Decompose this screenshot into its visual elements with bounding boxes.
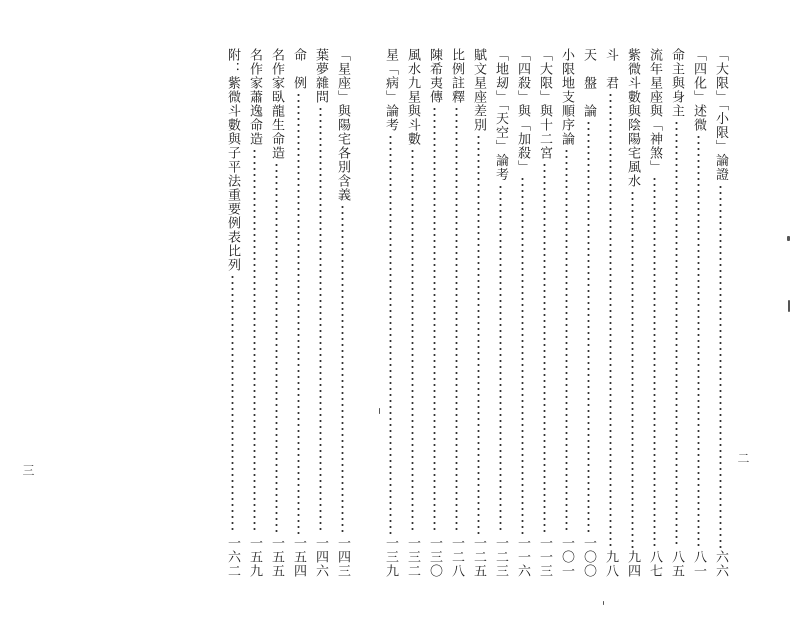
toc-entry-title: 「四殺」與「加殺」 [515, 48, 530, 174]
toc-entry [265, 48, 287, 578]
toc-entry-page: 一三九 [383, 536, 398, 578]
dot-leader [411, 148, 414, 534]
toc-entry-title: 附：紫微斗數與子平法重要例表比列 [225, 48, 240, 272]
dot-leader [477, 134, 480, 534]
toc-entry-page: 一六二 [225, 536, 240, 578]
dot-leader [587, 120, 590, 534]
toc-entry [445, 48, 467, 578]
dot-leader [455, 106, 458, 534]
toc-entry [379, 48, 401, 578]
toc-entry [309, 48, 331, 578]
toc-entry-page: 八一 [691, 550, 706, 578]
toc-entry-title: 陳希夷傳 [427, 48, 442, 104]
toc-entry-page: 一〇〇 [581, 536, 596, 578]
toc-entry-title: 小限地支順序論 [559, 48, 574, 146]
dot-leader [697, 134, 700, 548]
toc-entry-page: 一一三 [537, 536, 552, 578]
dot-leader [341, 204, 344, 534]
dot-leader [565, 148, 568, 534]
dot-leader [297, 92, 300, 534]
dot-leader [275, 162, 278, 534]
toc-entry [467, 48, 489, 578]
toc-entry [709, 48, 731, 578]
toc-entry-page: 六六 [713, 550, 728, 578]
toc-entry [599, 48, 621, 578]
toc-entry-title: 命 例 [291, 48, 306, 90]
toc-entry-page: 一三二 [405, 536, 420, 578]
dot-leader [253, 148, 256, 534]
dot-leader [543, 162, 546, 534]
toc-entry-title: 名作家蕭逸命造 [247, 48, 262, 146]
toc-entry [243, 48, 265, 578]
scan-speck [603, 601, 604, 605]
toc-entry [489, 48, 511, 578]
toc-entry-page: 一五五 [269, 536, 284, 578]
toc-entry-title: 比例註釋 [449, 48, 464, 104]
toc-entry-page: 一二三 [493, 536, 508, 578]
toc-entry-title: 名作家臥龍生命造 [269, 48, 284, 160]
toc-entry-title: 葉夢雜問 [313, 48, 328, 104]
toc-entry-title: 紫微斗數與陰陽宅風水 [625, 48, 640, 188]
toc-entry-page: 一四六 [313, 536, 328, 578]
dot-leader [609, 92, 612, 548]
dot-leader [719, 184, 722, 549]
toc-entry-page: 九四 [625, 550, 640, 578]
dot-leader [675, 120, 678, 548]
scan-speck [379, 408, 380, 414]
toc-entry [621, 48, 643, 578]
dot-leader [231, 274, 234, 534]
toc-entry-page: 八七 [647, 550, 662, 578]
toc-entry-page: 八五 [669, 550, 684, 578]
toc-entry-page: 一五四 [291, 536, 306, 578]
toc-entry-page: 一三〇 [427, 536, 442, 578]
toc-entry [401, 48, 423, 578]
toc-entry-page: 一一六 [515, 536, 530, 578]
toc-entry [577, 48, 599, 578]
toc-entry [287, 48, 309, 578]
toc-entry-title: 「大限」「小限」論證 [713, 48, 728, 182]
toc-entry [423, 48, 445, 578]
toc-entry-title: 「大限」與十二宮 [537, 48, 552, 160]
toc-entry-page: 一四三 [335, 536, 350, 578]
dot-leader [389, 134, 392, 534]
toc-entry [511, 48, 533, 578]
toc-entry-title: 賦文星座差別 [471, 48, 486, 132]
toc-entry-title: 斗 君 [603, 48, 618, 90]
toc-entry [533, 48, 555, 578]
toc-entry-title: 星「病」論考 [383, 48, 398, 132]
toc-entry [643, 48, 665, 578]
scan-speck [787, 236, 790, 241]
toc-entry-page: 一五九 [247, 536, 262, 578]
scan-speck [788, 300, 790, 312]
dot-leader [653, 176, 656, 548]
page-folio: 三 [21, 464, 35, 476]
toc-entry [665, 48, 687, 578]
toc-entry-title: 天 盤 論 [581, 48, 596, 118]
toc-entry [687, 48, 709, 578]
toc-entry [331, 48, 353, 578]
toc-entry-title: 「星座」與陽宅各別含義 [335, 48, 350, 202]
page-folio: 二 [736, 452, 750, 464]
dot-leader [631, 190, 634, 548]
toc-entry-page: 一〇一 [559, 536, 574, 578]
toc-entry-title: 流年星座與「神煞」 [647, 48, 662, 174]
toc-entry [555, 48, 577, 578]
dot-leader [433, 106, 436, 534]
toc-entry-title: 命主與身主 [669, 48, 684, 118]
toc-entry-title: 風水九星與斗數 [405, 48, 420, 146]
toc-entry-page: 一二八 [449, 536, 464, 578]
toc-entry-title: 「地刼」「天空」論考 [493, 48, 508, 182]
toc-entry-page: 一二五 [471, 536, 486, 578]
dot-leader [499, 184, 502, 535]
dot-leader [521, 176, 524, 534]
toc-entry-title: 「四化」述微 [691, 48, 706, 132]
toc-entry [221, 48, 243, 578]
dot-leader [319, 106, 322, 534]
toc-entry-page: 九八 [603, 550, 618, 578]
